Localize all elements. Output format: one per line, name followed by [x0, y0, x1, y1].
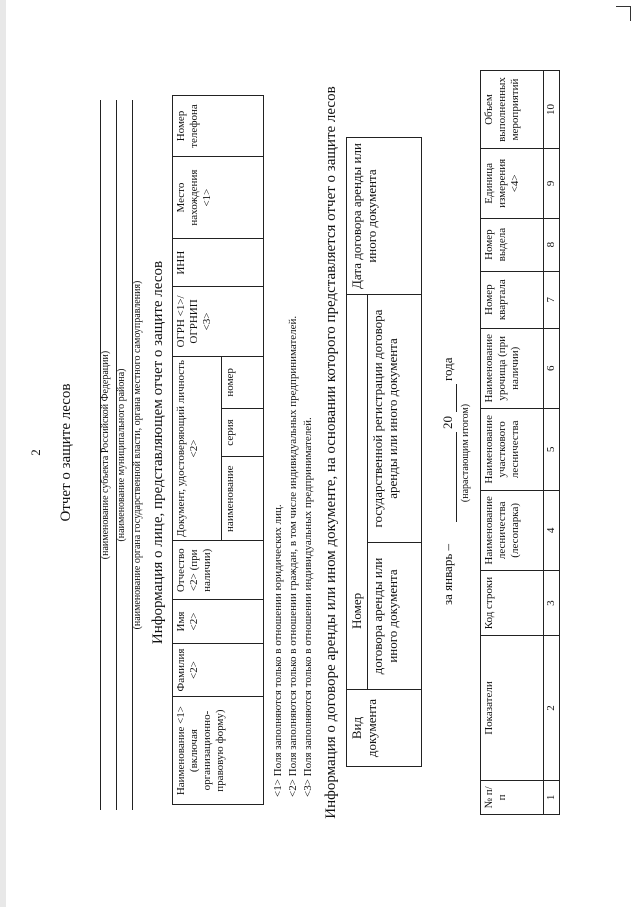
period-year-suffix: года	[440, 357, 455, 381]
col-firstname-header: Имя <2>	[173, 600, 264, 644]
col-unit-header: Единица измерения <4>	[481, 149, 544, 219]
col-indicators-header: Показатели	[481, 636, 544, 780]
col-no-header: № п/п	[481, 780, 544, 814]
note-2: <2> Поля заполняются только в отношении граждан, в том числе индивидуальных предпринимателей.	[287, 315, 299, 797]
col-name-header: Наименование <1> (включая организационно-правовую форму)	[173, 697, 264, 805]
district-caption: (наименование муниципального района)	[116, 368, 127, 542]
col-allotment-header: Номер выдела	[481, 218, 544, 271]
col-number-9: 9	[544, 149, 560, 219]
col-iddoc-number-header: номер	[222, 356, 264, 408]
col-forestry-header: Наименование лесничества (лесопарка)	[481, 490, 544, 570]
col-number-3: 3	[544, 570, 560, 635]
period-year-prefix: 20	[440, 416, 455, 429]
col-kind-header: Вид документа	[347, 690, 422, 767]
note-1: <1> Поля заполняются только в отношении юридических лиц.	[272, 504, 284, 797]
col-number-2: 2	[544, 636, 560, 780]
col-iddoc-name-header: наименование	[222, 457, 264, 541]
period-month-line	[456, 432, 457, 522]
col-location-header: Место нахождения <1>	[173, 156, 264, 238]
col-ogrn-header: ОГРН <1>/ ОГРНИП <3>	[173, 287, 264, 356]
col-number-7: 7	[544, 271, 560, 328]
section1-title: Информация о лице, представляющем отчет о защите лесов	[150, 260, 166, 645]
note-3: <3> Поля заполняются только в отношении индивидуальных предпринимателей.	[302, 417, 314, 797]
document-title: Отчет о защите лесов	[58, 383, 74, 522]
col-number-1: 1	[544, 780, 560, 814]
period-caption: (нарастающим итогом)	[460, 403, 471, 503]
col-number-4: 4	[544, 490, 560, 570]
col-date-header: Дата договора аренды или иного документа	[347, 138, 422, 295]
col-number-5: 5	[544, 408, 560, 490]
col-inn-header: ИНН	[173, 239, 264, 287]
col-tract-header: Наименование урочища (при наличии)	[481, 328, 544, 408]
measures-table	[480, 70, 560, 815]
col-volume-header: Объем выполненных мероприятий	[481, 71, 544, 149]
col-row-code-header: Код строки	[481, 570, 544, 635]
col-patronymic-header: Отчество <2> (при наличии)	[173, 541, 264, 600]
col-quarter-header: Номер квартала	[481, 271, 544, 328]
col-lease-number-header: договора аренды или иного документа	[368, 543, 422, 690]
period-year-line	[456, 384, 457, 412]
col-registration-number-header: государственной регистрации договора аренды или иного документа	[368, 295, 422, 543]
col-district-forestry-header: Наименование участкового лесничества	[481, 408, 544, 490]
person-info-table	[172, 95, 264, 805]
col-number-8: 8	[544, 218, 560, 271]
period-prefix: за январь –	[440, 543, 455, 605]
col-iddoc-series-header: серия	[222, 408, 264, 456]
col-id-document-header: Документ, удостоверяющий личность <2>	[173, 356, 222, 541]
subject-caption: (наименование субъекта Российской Федерации)	[100, 350, 111, 560]
section2-title: Информация о договоре аренды или ином документе, на основании которого представляется отчет о защите лесов	[323, 86, 339, 819]
col-number-6: 6	[544, 328, 560, 408]
col-phone-header: Номер телефона	[173, 96, 264, 157]
page-number: 2	[28, 449, 43, 456]
authority-caption: (наименование органа государственной власти, органа местного самоуправления)	[132, 280, 143, 630]
col-number-10: 10	[544, 71, 560, 149]
col-surname-header: Фамилия <2>	[173, 643, 264, 696]
lease-contract-table	[346, 137, 422, 767]
col-number-header: Номер	[347, 295, 368, 690]
